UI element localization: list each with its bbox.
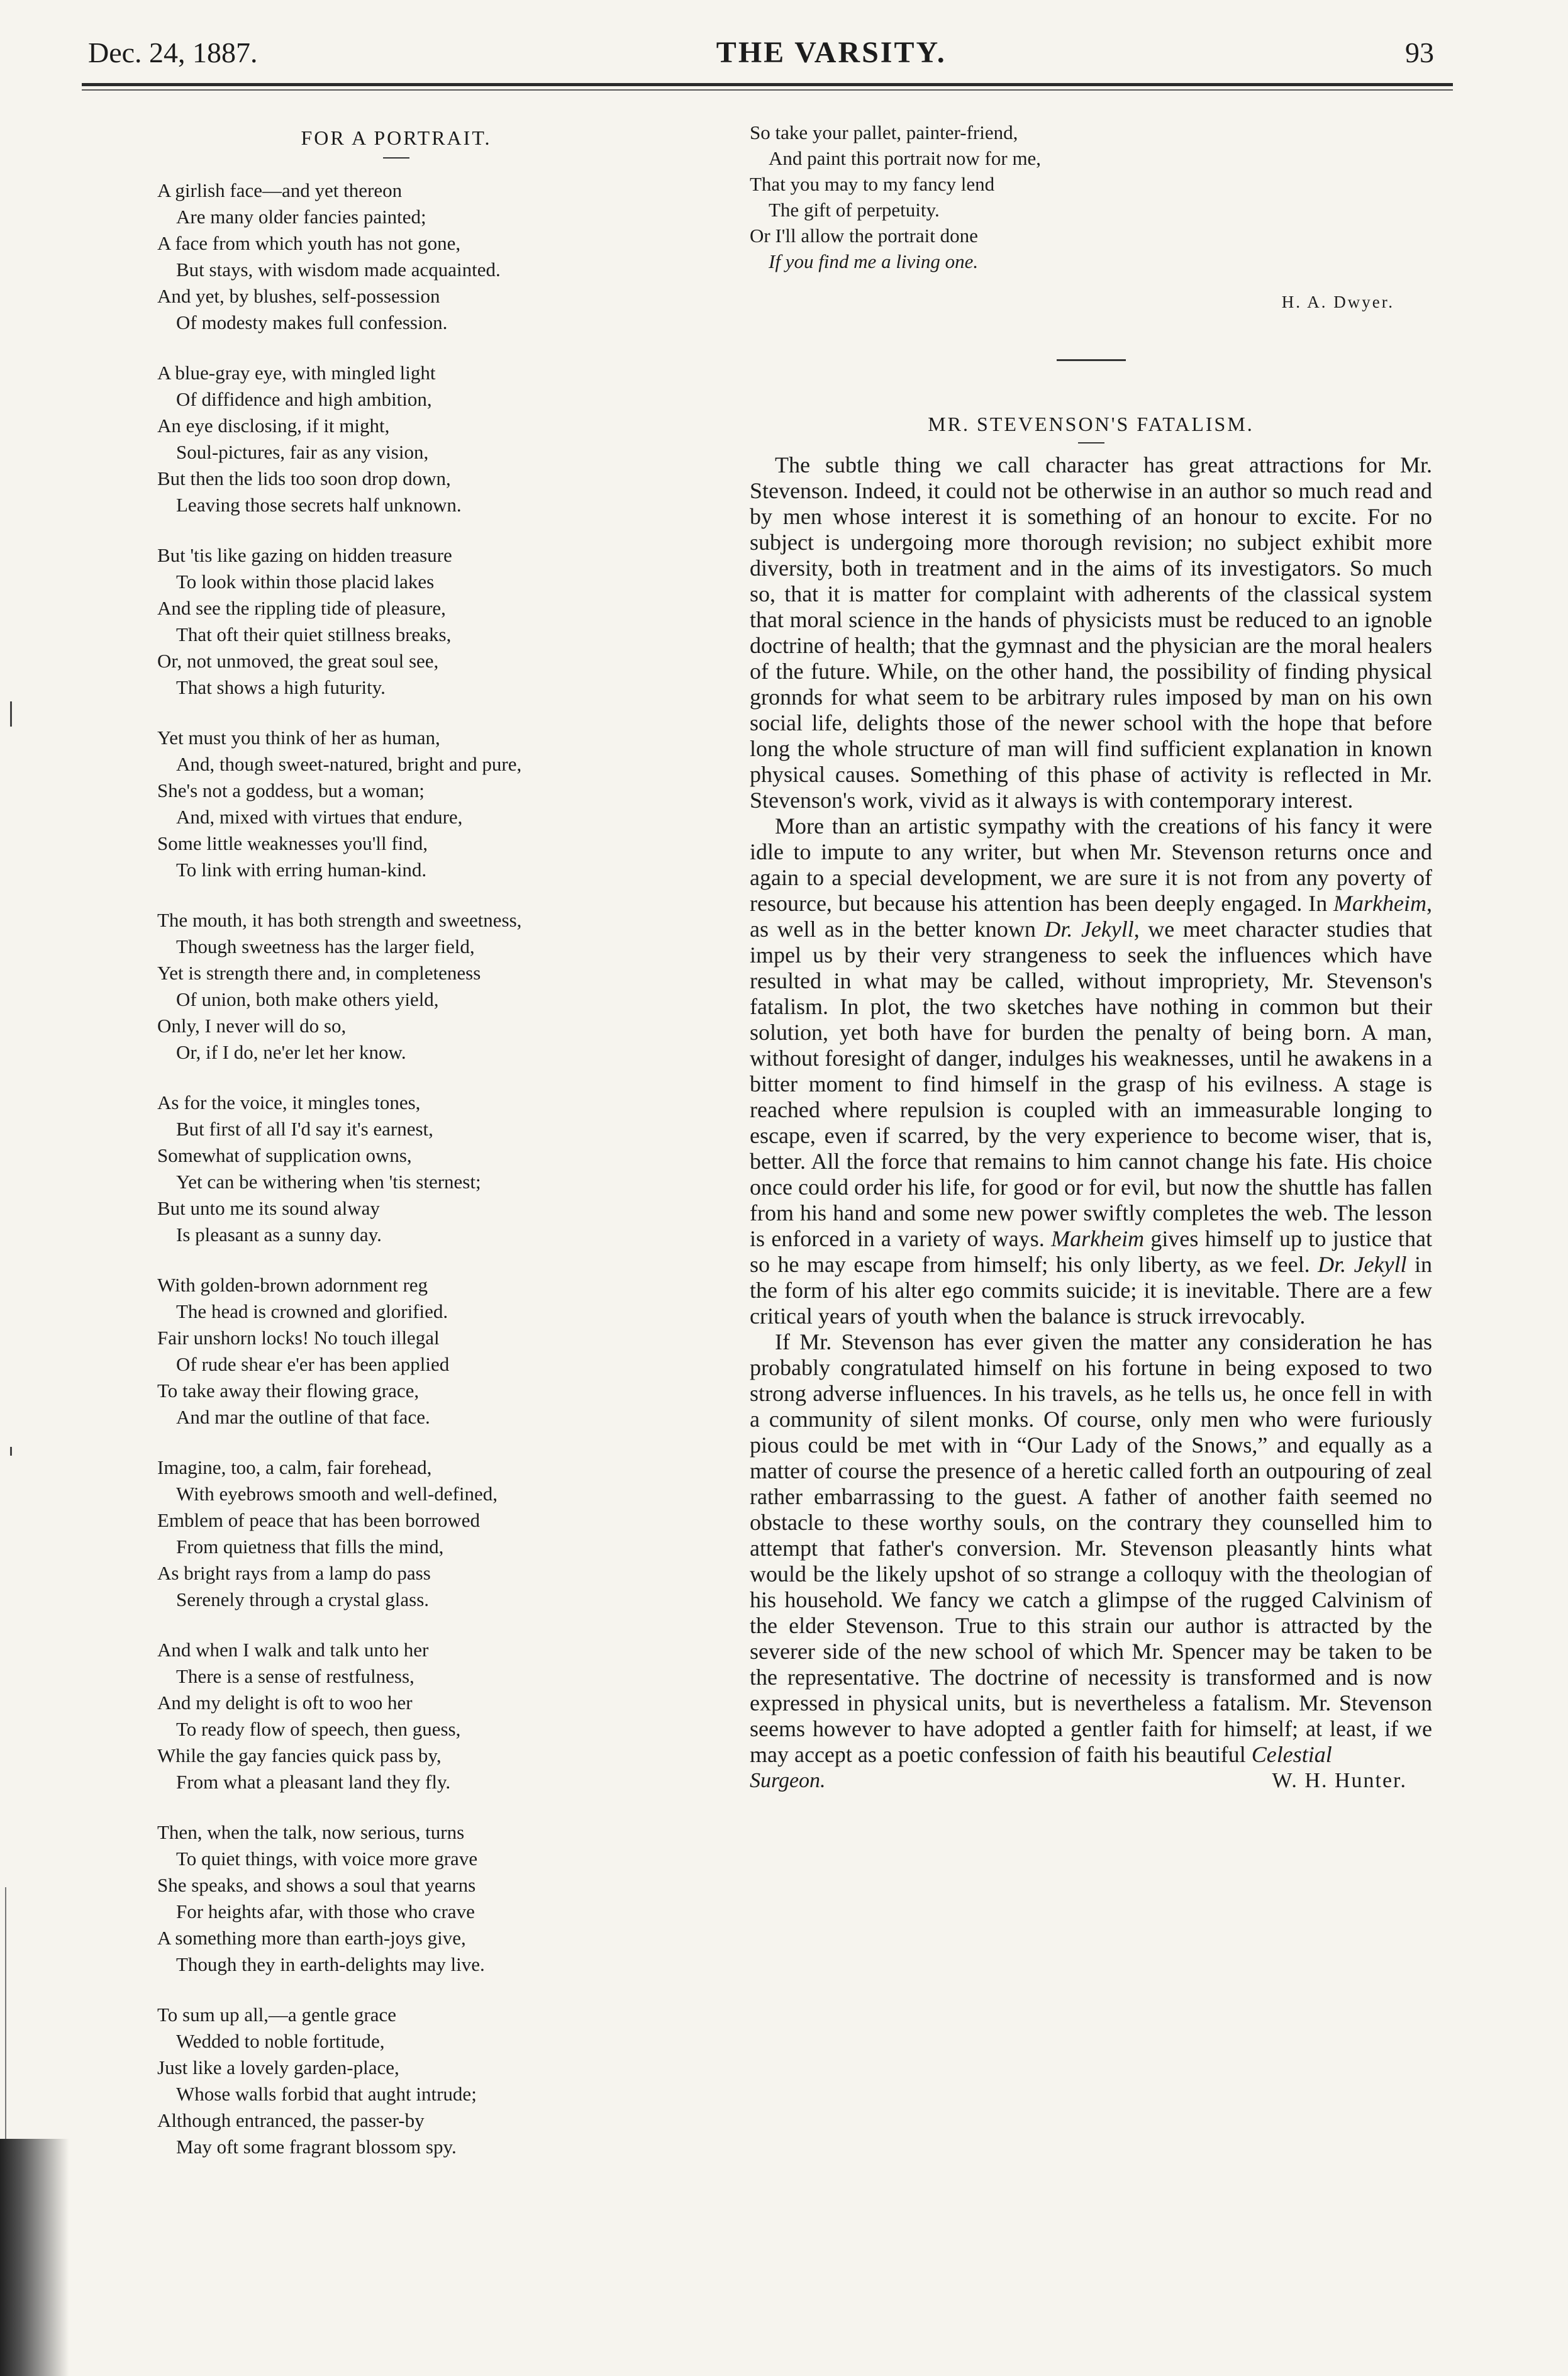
poem-line: An eye disclosing, if it might, <box>157 415 390 437</box>
poem-line: If you find me a living one. <box>769 250 979 272</box>
poem-stanza <box>157 1090 635 1248</box>
section-divider <box>1057 359 1126 361</box>
poem-line: Only, I never will do so, <box>157 1015 347 1037</box>
poem-line: Some little weaknesses you'll find, <box>157 832 428 854</box>
poem-line: To link with erring human-kind. <box>176 859 427 881</box>
poem-line: Or I'll allow the portrait done <box>750 225 978 247</box>
poem-author: H. A. Dwyer. <box>1281 293 1394 311</box>
poem-stanzas <box>157 177 635 2160</box>
poem-stanza <box>157 542 635 701</box>
poem-line: The head is crowned and glorified. <box>176 1300 448 1322</box>
poem-line: Or, if I do, ne'er let her know. <box>176 1041 406 1063</box>
poem-line: And, though sweet-natured, bright and pure, <box>176 753 522 775</box>
poem-line: For heights afar, with those who crave <box>176 1900 475 1922</box>
poem-title-rule <box>383 157 409 159</box>
running-head <box>88 30 1434 74</box>
poem-line: Of union, both make others yield, <box>176 988 439 1010</box>
poem-line: But stays, with wisdom made acquainted. <box>176 259 501 281</box>
poem-line: While the gay fancies quick pass by, <box>157 1744 442 1766</box>
poem-line: With eyebrows smooth and well-defined, <box>176 1483 498 1505</box>
poem-stanza <box>157 1454 635 1613</box>
page-number: 93 <box>1404 36 1434 69</box>
poem-line: The gift of perpetuity. <box>769 199 940 221</box>
poem-line: With golden-brown adornment reg <box>157 1274 428 1296</box>
poem-line: Somewhat of supplication owns, <box>157 1144 412 1166</box>
margin-mark <box>10 701 12 727</box>
poem-line: As bright rays from a lamp do pass <box>157 1562 431 1584</box>
poem-line: To quiet things, with voice more grave <box>176 1848 478 1870</box>
poem-line: Although entranced, the passer-by <box>157 2109 425 2131</box>
poem-line: Just like a lovely garden-place, <box>157 2056 399 2078</box>
poem-line: But 'tis like gazing on hidden treasure <box>157 544 452 566</box>
poem-stanza <box>157 1637 635 1795</box>
essay-title-rule <box>1078 442 1104 443</box>
poem-stanza <box>157 2002 635 2160</box>
poem-stanza <box>157 907 635 1066</box>
poem-line: To sum up all,—a gentle grace <box>157 2004 397 2026</box>
poem-line: She's not a goddess, but a woman; <box>157 779 425 801</box>
poem-line: And paint this portrait now for me, <box>769 147 1042 169</box>
poem-line: But unto me its sound alway <box>157 1197 380 1219</box>
poem-line: Yet is strength there and, in completeness <box>157 962 481 984</box>
poem-line: A girlish face—and yet thereon <box>157 179 403 201</box>
margin-mark <box>10 1447 12 1456</box>
essay-signature-line <box>750 1768 1432 1793</box>
essay-paragraph-3: If Mr. Stevenson has ever given the matter any consideration he has probably congratulated himself on his fortune in being exposed to two strong adverse influences. In his travels, as he tells us, he once fell in with a community of silent monks. Of course, only men who were furiously pious could be met with in “Our Lady of the Snows,” and equally as a matter of course the presence of a heretic called forth an outpouring of zeal rather embarrassing to the guest. A father of another faith seemed no obstacle to these worthy souls, on the contrary they counselled him to attempt that father's conversion. Mr. Stevenson pleasantly hints what would be the likely upshot of so strange a colloquy with the theologian of his household. We fancy we catch a glimpse of the rugged Calvinism of the elder Stevenson. True to this strain our author is attracted by the severer side of the new school of which Mr. Spencer may be taken to be the representative. The doctrine of necessity is transformed and is now expressed in physical units, but is nevertheless a fatalism. Mr. Stevenson seems however to have adopted a gentler faith for himself; at least, if we may accept as a poetic confession of faith his beautiful Celestial <box>750 1329 1432 1767</box>
essay-paragraph-2: More than an artistic sympathy with the creations of his fancy it were idle to impute to any writer, but when Mr. Stevenson returns once and again to a special development, we are sure it is not from any poverty of resource, but because his attention has been deeply engaged. In Markheim, as well as in the better known Dr. Jekyll, we meet character studies that impel us by their very strangeness to seek the influences which have resulted in what may be called, without impropriety, Mr. Stevenson's fatalism. In plot, the two sketches have nothing in common but their solution, yet both have for burden the penalty of being born. A man, without foresight of danger, indulges his weaknesses, until he awakens in a bitter moment to find himself in the grasp of his evilness. A stage is reached where repulsion is coupled with an immeasurable longing to escape, even if scarred, by the very experience to become wiser, that is, better. All the force that remains to him cannot change his fate. His choice once could order his life, for good or for evil, but now the shuttle has fallen from his hand and some new power swiftly completes the web. The lesson is enforced in a variety of ways. Markheim gives himself up to justice that so he may escape from himself; his only liberty, as we feel. Dr. Jekyll in the form of his alter ego commits suicide; it is inevitable. There are a few critical years of youth when the balance is struck irrevocably. <box>750 813 1433 1329</box>
essay-closing-word: Surgeon. <box>750 1769 826 1792</box>
binding-shadow <box>0 2139 69 2376</box>
poem-line: So take your pallet, painter-friend, <box>750 121 1018 143</box>
poem-line: A face from which youth has not gone, <box>157 232 461 254</box>
poem-line: Is pleasant as a sunny day. <box>176 1224 382 1246</box>
poem-line: May oft some fragrant blossom spy. <box>176 2136 457 2158</box>
poem-line: And when I walk and talk unto her <box>157 1639 429 1661</box>
issue-date: Dec. 24, 1887. <box>88 36 258 69</box>
header-rule <box>82 83 1453 86</box>
poem-line: Though sweetness has the larger field, <box>176 935 475 957</box>
poem-stanza <box>157 725 635 883</box>
poem-line: Yet can be withering when 'tis sternest; <box>176 1171 481 1193</box>
poem-line: Whose walls forbid that aught intrude; <box>176 2083 477 2105</box>
poem-line: Fair unshorn locks! No touch illegal <box>157 1327 440 1349</box>
poem-column <box>157 120 635 2184</box>
poem-stanza <box>157 1819 635 1978</box>
poem-line: And mar the outline of that face. <box>176 1406 430 1428</box>
poem-line: She speaks, and shows a soul that yearns <box>157 1874 476 1896</box>
poem-line: Then, when the talk, now serious, turns <box>157 1821 465 1843</box>
poem-line: Imagine, too, a calm, fair forehead, <box>157 1456 432 1478</box>
header-rule-thin <box>82 89 1453 91</box>
poem-line: From what a pleasant land they fly. <box>176 1771 451 1793</box>
poem-line: As for the voice, it mingles tones, <box>157 1091 421 1113</box>
poem-line: That shows a high futurity. <box>176 676 386 698</box>
poem-title: FOR A PORTRAIT. <box>301 126 492 149</box>
poem-line: The mouth, it has both strength and sweetness, <box>157 909 522 931</box>
poem-line: Wedded to noble fortitude, <box>176 2030 385 2052</box>
poem-stanza <box>157 1272 635 1431</box>
essay-title: MR. STEVENSON'S FATALISM. <box>928 413 1254 435</box>
poem-line: Leaving those secrets half unknown. <box>176 494 462 516</box>
poem-line: And yet, by blushes, self-possession <box>157 285 440 307</box>
essay-author: W. H. Hunter. <box>1272 1769 1407 1792</box>
poem-line: To ready flow of speech, then guess, <box>176 1718 461 1740</box>
poem-line: To take away their flowing grace, <box>157 1380 420 1402</box>
poem-line: That you may to my fancy lend <box>750 173 995 195</box>
poem-line: To look within those placid lakes <box>176 571 435 593</box>
poem-stanza <box>157 360 635 518</box>
poem-line: That oft their quiet stillness breaks, <box>176 623 452 645</box>
poem-line: Emblem of peace that has been borrowed <box>157 1509 481 1531</box>
poem-line: There is a sense of restfulness, <box>176 1665 414 1687</box>
poem-line: A something more than earth-joys give, <box>157 1927 466 1949</box>
poem-line: Are many older fancies painted; <box>176 206 426 228</box>
poem-line: Serenely through a crystal glass. <box>176 1588 430 1610</box>
poem-line: Of rude shear e'er has been applied <box>176 1353 450 1375</box>
poem-line: Of modesty makes full confession. <box>176 311 448 333</box>
poem-line: And my delight is oft to woo her <box>157 1692 413 1714</box>
poem-line: But first of all I'd say it's earnest, <box>176 1118 433 1140</box>
poem-final-stanza <box>750 120 1432 274</box>
right-column <box>750 120 1432 1793</box>
essay-body <box>750 452 1432 1793</box>
poem-line: A blue-gray eye, with mingled light <box>157 362 436 384</box>
poem-line: Or, not unmoved, the great soul see, <box>157 650 439 672</box>
poem-line: Yet must you think of her as human, <box>157 727 440 749</box>
poem-line: And see the rippling tide of pleasure, <box>157 597 446 619</box>
poem-line: Though they in earth-delights may live. <box>176 1953 485 1975</box>
poem-line: From quietness that fills the mind, <box>176 1536 444 1558</box>
poem-line: Soul-pictures, fair as any vision, <box>176 441 429 463</box>
essay-paragraph-1: The subtle thing we call character has great attractions for Mr. Stevenson. Indeed, it could not be otherwise in an author so much read and by men whose interest it is something of an honour to excite. For no subject is undergoing more thorough revision; no subject exhibit more diversity, both in treatment and in the aims of its investigators. So much so, that it is matter for complaint with adherents of the classical system that moral science in the hands of physicists must be reduced to an ignoble doctrine of health; that the gymnast and the physician are the moral healers of the future. While, on the other hand, the possibility of finding physical gronnds for what seem to be arbitrary rules imposed by man on his own social life, delights those of the newer school with the hope that before long the whole structure of man will find sufficient explanation in known physical causes. Something of this phase of activity is reflected in Mr. Stevenson's work, vivid as it always is with contemporary interest. <box>750 452 1432 813</box>
poem-line: Of diffidence and high ambition, <box>176 388 432 410</box>
poem-line: And, mixed with virtues that endure, <box>176 806 463 828</box>
poem-stanza <box>157 177 635 336</box>
publication-title: THE VARSITY. <box>716 35 947 69</box>
poem-line: But then the lids too soon drop down, <box>157 467 451 489</box>
